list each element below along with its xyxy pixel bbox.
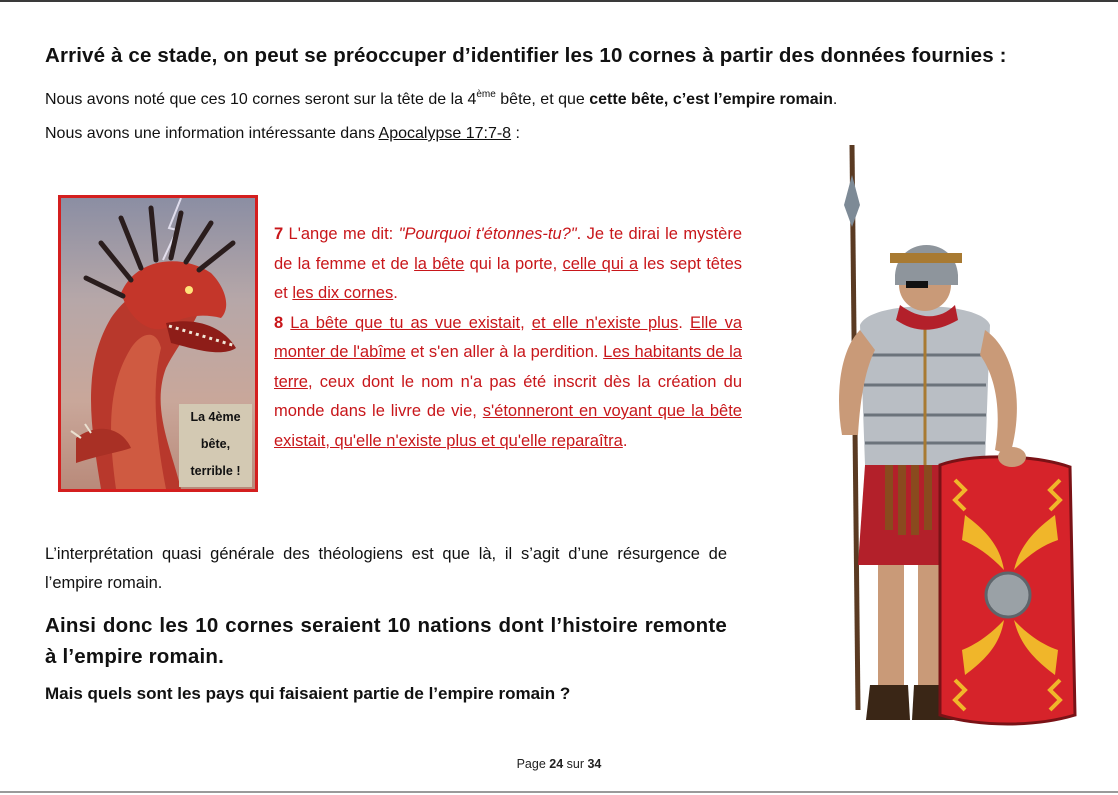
text: . Je te dirai le mystère de la femme et de	[274, 225, 743, 273]
image-caption	[179, 404, 252, 487]
caption-line: terrible !	[190, 464, 241, 478]
text: qui la porte,	[464, 254, 563, 273]
question-heading: Mais quels sont les pays qui faisaient partie de l’empire romain ?	[45, 684, 571, 703]
underlined-text: et elle n'existe plus	[531, 313, 679, 332]
text: .	[678, 313, 690, 332]
bottom-rule	[0, 791, 1118, 793]
text: bête, et que	[495, 91, 590, 108]
text: et s'en aller à la perdition.	[405, 343, 604, 361]
conclusion-heading: Ainsi donc les 10 cornes seraient 10 nations dont l’histoire remonte à l’empire romain.	[45, 614, 727, 668]
underlined-text: la bête	[414, 254, 465, 273]
verse-number: 7	[274, 225, 284, 243]
dragon-image	[58, 195, 258, 492]
caption-line: bête,	[200, 437, 231, 451]
underlined-text: Elle va monter de l'abîme	[274, 313, 742, 361]
text: les sept têtes et	[274, 254, 742, 302]
superscript: ème	[476, 89, 496, 100]
text: Nous avons noté que ces 10 cornes seront sur la tête de la 4	[45, 91, 477, 108]
top-rule	[0, 0, 1118, 2]
bold-text: cette bête, c’est l’empire romain	[589, 91, 833, 108]
text: , ceux dont le nom n'a pas été inscrit dès la création du monde dans le livre de vie,	[274, 372, 742, 420]
text: .	[832, 91, 838, 108]
scripture-quote	[274, 220, 742, 456]
paragraph-reference	[45, 125, 520, 143]
text: Nous avons une information intéressante dans	[45, 125, 379, 142]
page-footer	[0, 757, 1118, 771]
interpretation-paragraph: L’interprétation quasi générale des théologiens est que là, il s’agit d’une résurgence de l’empire romain.	[45, 545, 727, 592]
section-heading: Arrivé à ce stade, on peut se préoccuper d’identifier les 10 cornes à partir des données fournies :	[45, 44, 1007, 67]
text: .	[622, 431, 628, 450]
underlined-text: celle qui a	[562, 254, 639, 273]
underlined-text: les dix cornes	[292, 284, 394, 302]
paragraph-fourth-beast	[45, 89, 837, 109]
verse-number: 8	[274, 313, 284, 332]
text: ,	[520, 313, 532, 332]
text: L'ange me dit:	[283, 225, 399, 243]
text: :	[511, 125, 520, 142]
reference-link[interactable]: Apocalypse 17:7-8	[378, 125, 512, 142]
underlined-text: s'étonneront en voyant que la bête existait, qu'elle n'existe plus et qu'elle reparaîtra	[274, 402, 742, 450]
page-number: 24	[549, 757, 564, 771]
page-total: 34	[587, 757, 602, 771]
underlined-text: Les habitants de la terre	[274, 343, 742, 391]
text: .	[393, 284, 398, 302]
text: Page	[516, 757, 550, 771]
text: sur	[563, 757, 588, 771]
caption-line: La 4ème	[190, 410, 241, 424]
underlined-text: La bête que tu as vue existait	[290, 313, 521, 332]
quote: "Pourquoi t'étonnes-tu?"	[398, 225, 577, 243]
roman-soldier-image	[790, 135, 1090, 745]
